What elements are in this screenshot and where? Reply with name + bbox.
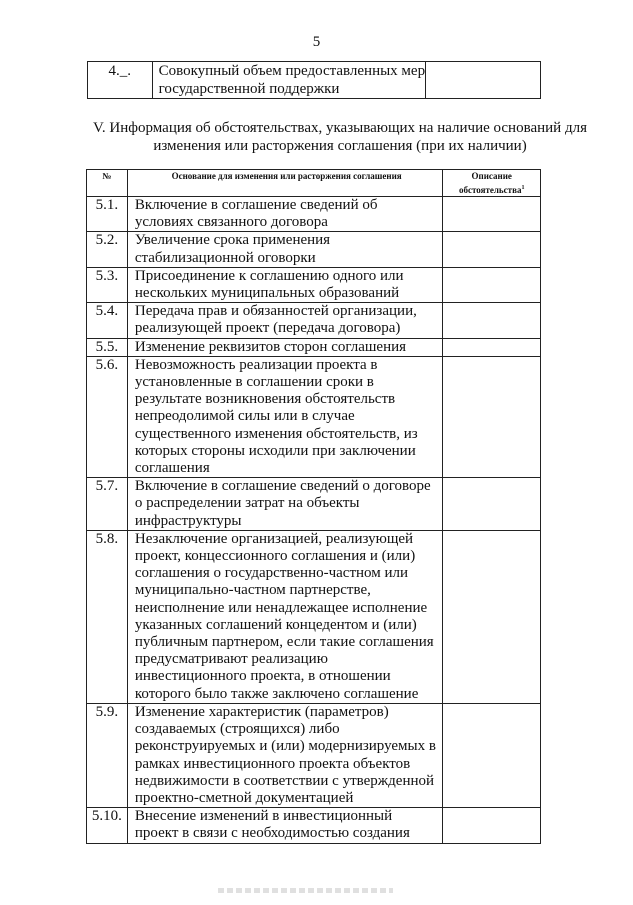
table-row xyxy=(88,62,541,99)
row-number: 5.10. xyxy=(87,808,128,843)
row-number: 5.6. xyxy=(87,356,128,477)
row-text: Передача прав и обязанностей организации, реализующей проект (передача договора) xyxy=(127,303,443,338)
row-number: 4._. xyxy=(88,62,153,99)
row-text: Невозможность реализации проекта в установленные в соглашении сроки в результате возникновения обстоятельств непреодолимой силы или в случае существенного изменения обстоятельств, из которых стороны исходили при заключении соглашения xyxy=(127,356,443,477)
row-description xyxy=(443,267,541,302)
table-row xyxy=(87,703,541,807)
row-text: Изменение реквизитов сторон соглашения xyxy=(127,338,443,356)
row-text: Включение в соглашение сведений о договоре о распределении затрат на объекты инфраструктуры xyxy=(127,478,443,531)
table-row xyxy=(87,197,541,232)
table-row xyxy=(87,808,541,843)
row-description xyxy=(443,232,541,267)
row-number: 5.5. xyxy=(87,338,128,356)
row-text: Совокупный объем предоставленных мер государственной поддержки xyxy=(152,62,426,99)
footnote-marker: 1 xyxy=(521,185,525,191)
row-description xyxy=(443,703,541,807)
support-measures-table xyxy=(87,61,541,99)
header-basis: Основание для изменения или расторжения соглашения xyxy=(127,170,443,197)
row-text: Внесение изменений в инвестиционный проект в связи с необходимостью создания xyxy=(127,808,443,843)
header-number: № xyxy=(87,170,128,197)
row-text: Незаключение организацией, реализующей проект, концессионного соглашения и (или) соглашения о государственно-частном или муниципально-частном партнерстве, неисполнение или ненадлежащее исполнение указанных соглашений концедентом и (или) публичным партнером, если такие соглашения предусматривают реализацию инвестиционного проекта, в отношении которого было также заключено соглашение xyxy=(127,530,443,703)
row-number: 5.4. xyxy=(87,303,128,338)
row-number: 5.2. xyxy=(87,232,128,267)
table-row xyxy=(87,356,541,477)
row-description xyxy=(443,808,541,843)
table-row xyxy=(87,478,541,531)
row-description xyxy=(443,338,541,356)
row-number: 5.1. xyxy=(87,197,128,232)
row-number: 5.3. xyxy=(87,267,128,302)
table-row xyxy=(87,232,541,267)
table-row xyxy=(87,338,541,356)
row-description xyxy=(443,530,541,703)
section-heading: V. Информация об обстоятельствах, указывающих на наличие оснований для изменения или расторжения соглашения (при их наличии) xyxy=(93,120,587,154)
page-number: 5 xyxy=(312,34,321,50)
footer-smudge xyxy=(218,888,393,893)
row-text: Изменение характеристик (параметров) создаваемых (строящихся) либо реконструируемых и (или) модернизируемых в рамках инвестиционного проекта объектов недвижимости в соответствии с утвержденной проектно-сметной документацией xyxy=(127,703,443,807)
table-row xyxy=(87,530,541,703)
row-description xyxy=(443,197,541,232)
table-row xyxy=(87,267,541,302)
row-number: 5.9. xyxy=(87,703,128,807)
row-number: 5.8. xyxy=(87,530,128,703)
grounds-table xyxy=(86,169,541,844)
row-description xyxy=(443,303,541,338)
header-description-label: Описание обстоятельства xyxy=(458,171,522,195)
table-row xyxy=(87,303,541,338)
row-text: Увеличение срока применения стабилизационной оговорки xyxy=(127,232,443,267)
row-number: 5.7. xyxy=(87,478,128,531)
row-description xyxy=(443,356,541,477)
table-header-row xyxy=(87,170,541,197)
row-text: Включение в соглашение сведений об условиях связанного договора xyxy=(127,197,443,232)
header-description xyxy=(443,170,541,197)
row-description xyxy=(443,478,541,531)
row-value xyxy=(426,62,541,99)
row-text: Присоединение к соглашению одного или нескольких муниципальных образований xyxy=(127,267,443,302)
